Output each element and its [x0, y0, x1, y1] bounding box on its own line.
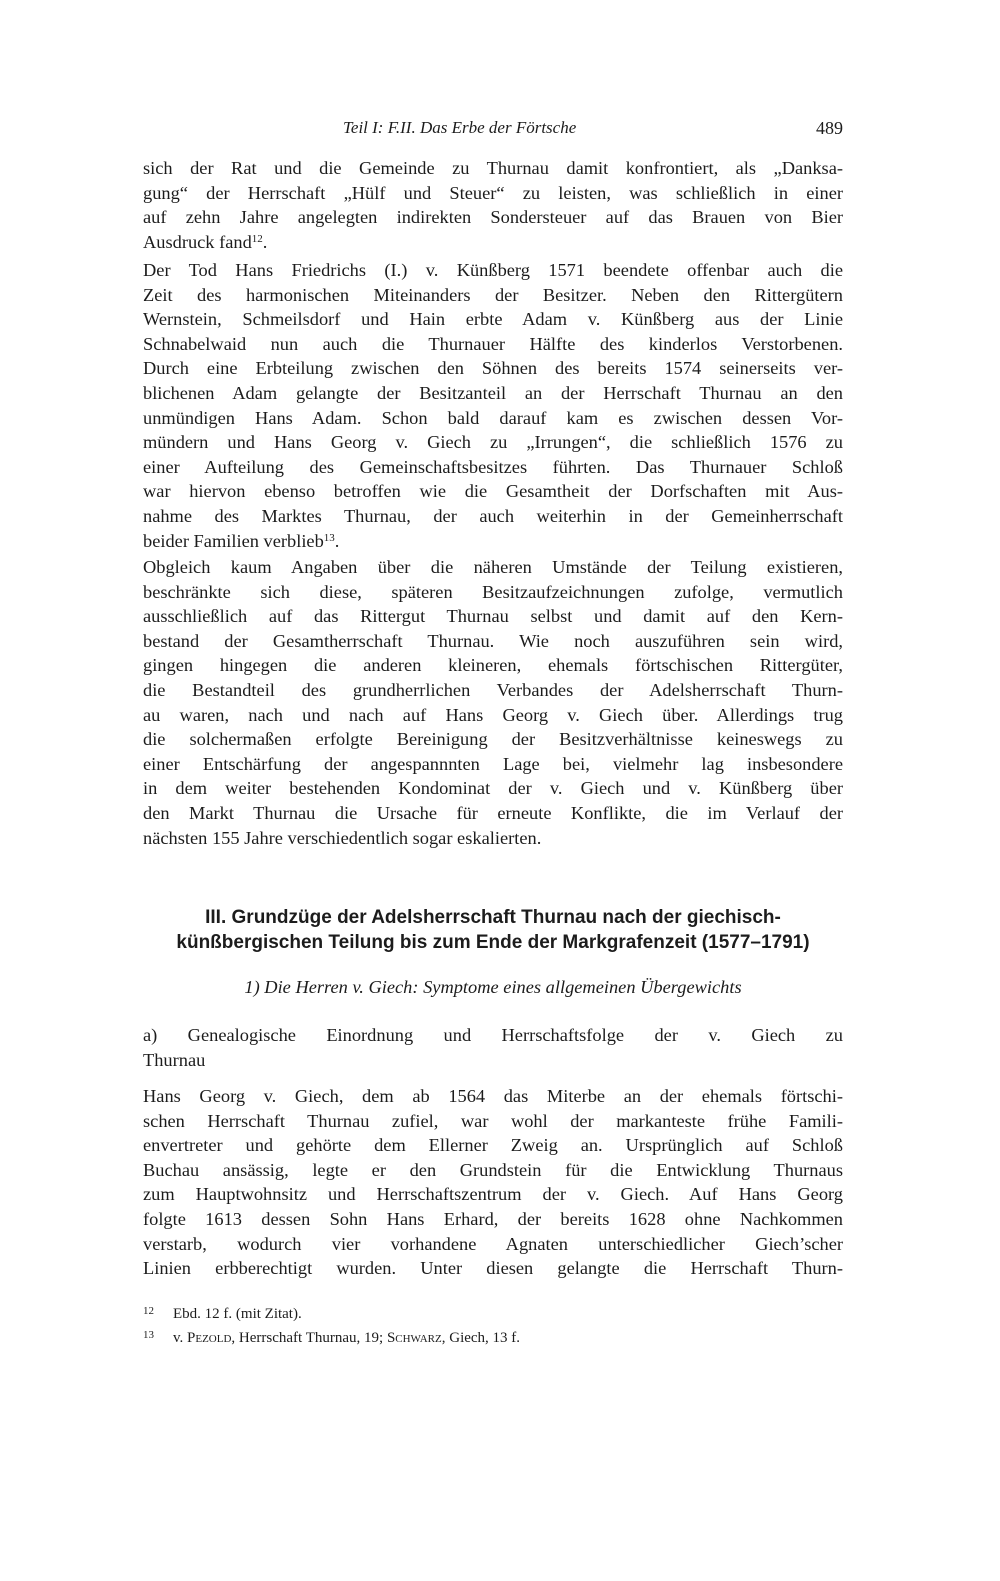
text-line: [143, 230, 843, 255]
text-fragment: .: [262, 231, 268, 252]
heading-line: künßbergischen Teilung bis zum Ende der Markgrafenzeit (1577–1791): [176, 932, 810, 953]
footnote-text: , Herrschaft Thurnau, 19;: [231, 1330, 387, 1346]
footnote-author: Pezold: [187, 1330, 232, 1346]
text-line: einer Entschärfung der angespannnten Lage bei, vielmehr lag insbesondere: [143, 753, 843, 774]
text-line: envertreter und gehörte dem Ellerner Zweig an. Ursprünglich auf Schloß: [143, 1135, 843, 1156]
text-line: au waren, nach und nach auf Hans Georg v. Giech über. Allerdings trug: [143, 704, 843, 725]
footnote-text: Ebd. 12 f. (mit Zitat).: [173, 1306, 302, 1322]
paragraph-1: [143, 156, 843, 254]
text-fragment: Ausdruck fand: [143, 231, 252, 252]
text-fragment: beider Familien verblieb: [143, 530, 324, 551]
text-line: verstarb, wodurch vier vorhandene Agnaten unterschiedlicher Giech’scher: [143, 1233, 843, 1254]
footnote-12: [143, 1301, 843, 1325]
text-line: [143, 529, 843, 554]
text-line: Linien erbberechtigt wurden. Unter diesen gelangte die Herrschaft Thurn-: [143, 1258, 843, 1279]
text-line: in dem weiter bestehenden Kondominat der v. Giech und v. Künßberg über: [143, 778, 843, 799]
paragraph-4: [143, 1084, 843, 1281]
footnote-ref: 13: [323, 531, 335, 544]
text-line: einer Aufteilung des Gemeinschaftsbesitzes führten. Das Thurnauer Schloß: [143, 456, 843, 477]
paragraph-3: [143, 555, 843, 850]
page-number: 489: [816, 118, 843, 138]
subsubsection-heading: [143, 1023, 843, 1072]
text-line: nächsten 155 Jahre verschiedentlich sogar eskalierten.: [143, 827, 542, 848]
text-line: gung“ der Herrschaft „Hülf und Steuer“ zu leisten, was schließlich in einer: [143, 182, 843, 203]
text-line: Durch eine Erbteilung zwischen den Söhnen des bereits 1574 seinerseits ver-: [143, 358, 843, 379]
text-line: ausschließlich auf das Rittergut Thurnau selbst und damit auf den Kern-: [143, 606, 843, 627]
text-line: a) Genealogische Einordnung und Herrschaftsfolge der v. Giech zu: [143, 1025, 843, 1045]
text-line: schen Herrschaft Thurnau zufiel, war wohl der markanteste frühe Famili-: [143, 1110, 843, 1131]
text-line: blichenen Adam gelangte der Besitzanteil an der Herrschaft Thurnau an den: [143, 382, 843, 403]
footnote-author: Schwarz: [386, 1330, 442, 1346]
running-head: [143, 114, 843, 142]
text-line: bestand der Gesamtherrschaft Thurnau. Wie noch auszuführen sein wird,: [143, 630, 843, 651]
text-line: zum Hauptwohnsitz und Herrschaftszentrum der v. Giech. Auf Hans Georg: [143, 1184, 843, 1205]
text-line: Thurnau: [143, 1049, 206, 1070]
footnote-number: 12: [143, 1305, 154, 1317]
text-line: beschränkte sich diese, späteren Besitzaufzeichnungen zufolge, vermutlich: [143, 581, 843, 602]
text-line: unmündigen Hans Adam. Schon bald darauf kam es zwischen dessen Vor-: [143, 407, 843, 428]
heading-line: III. Grundzüge der Adelsherrschaft Thurnau nach der giechisch-: [205, 907, 781, 928]
text-line: Schnabelwaid nun auch die Thurnauer Hälfte des kinderlos Verstorbenen.: [143, 333, 843, 354]
footnotes: [143, 1301, 843, 1349]
text-line: Buchau ansässig, legte er den Grundstein für die Entwicklung Thurnaus: [143, 1159, 843, 1180]
text-line: Der Tod Hans Friedrichs (I.) v. Künßberg 1571 beendete offenbar auch die: [143, 260, 843, 280]
text-line: die Bestandteil des grundherrlichen Verbandes der Adelsherrschaft Thurn-: [143, 679, 843, 700]
text-line: Wernstein, Schmeilsdorf und Hain erbte Adam v. Künßberg aus der Linie: [143, 309, 843, 330]
footnote-13: [143, 1325, 843, 1349]
text-line: Hans Georg v. Giech, dem ab 1564 das Miterbe an der ehemals förtschi-: [143, 1086, 843, 1106]
footnote-ref: 12: [251, 232, 263, 245]
footnote-text: , Giech, 13 f.: [441, 1330, 521, 1346]
footnote-text: v.: [173, 1330, 188, 1346]
paragraph-2: [143, 258, 843, 553]
text-line: sich der Rat und die Gemeinde zu Thurnau damit konfrontiert, als „Danksa-: [143, 158, 843, 178]
text-line: auf zehn Jahre angelegten indirekten Sondersteuer auf das Brauen von Bier: [143, 207, 843, 228]
text-line: die solchermaßen erfolgte Bereinigung der Besitzverhältnisse keineswegs zu: [143, 729, 843, 750]
text-line: den Markt Thurnau die Ursache für erneute Konflikte, die im Verlauf der: [143, 802, 843, 823]
footnote-number: 13: [143, 1329, 154, 1341]
text-line: Zeit des harmonischen Miteinanders der Besitzer. Neben den Rittergütern: [143, 284, 843, 305]
text-line: nahme des Marktes Thurnau, der auch weiterhin in der Gemeinherrschaft: [143, 505, 843, 526]
text-line: mündern und Hans Georg v. Giech zu „Irrungen“, die schließlich 1576 zu: [143, 432, 843, 453]
text-line: gingen hingegen die anderen kleineren, ehemals förtschischen Rittergüter,: [143, 655, 843, 676]
text-line: folgte 1613 dessen Sohn Hans Erhard, der bereits 1628 ohne Nachkommen: [143, 1208, 843, 1229]
text-line: Obgleich kaum Angaben über die näheren Umstände der Teilung existieren,: [143, 557, 843, 577]
running-title: Teil I: F.II. Das Erbe der Förtsche: [343, 118, 577, 137]
text-fragment: .: [334, 530, 340, 551]
section-heading: [143, 905, 843, 955]
text-line: war hiervon ebenso betroffen wie die Gesamtheit der Dorfschaften mit Aus-: [143, 481, 843, 502]
subsection-heading: 1) Die Herren v. Giech: Symptome eines allgemeinen Übergewichts: [244, 977, 742, 997]
